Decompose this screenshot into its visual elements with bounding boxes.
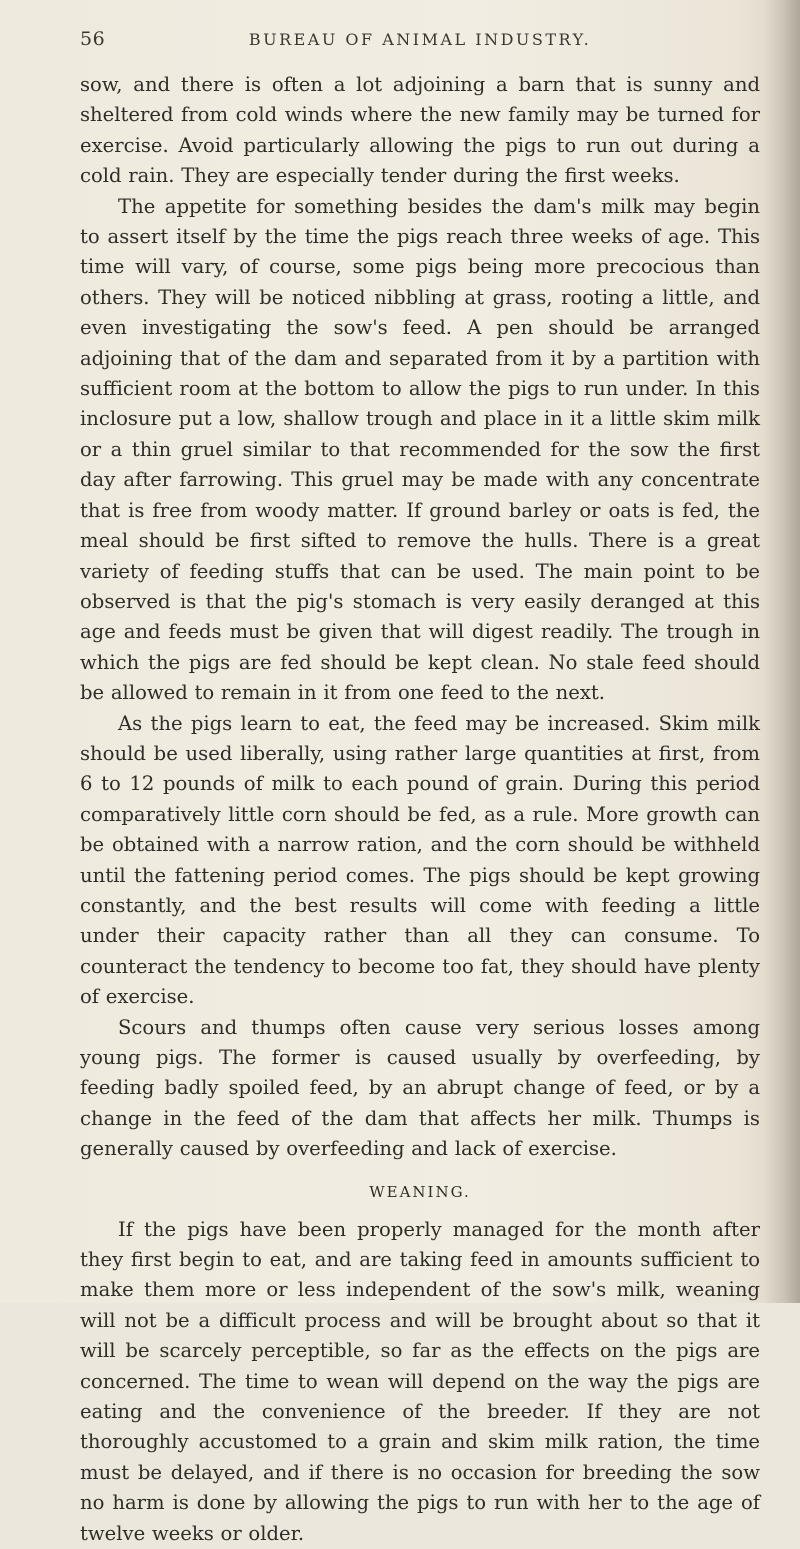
paragraph: The appetite for something besides the dam's milk may begin to assert itself by the time the pigs reach three weeks of age. This time will vary, of course, some pigs being more precocious than others. They will be noticed nibbling at grass, rooting a little, and even investigating the sow's feed. A pen should be arranged adjoining that of the dam and separated from it by a partition with sufficient room at the bottom to allow the pigs to run under. In this inclosure put a low, shallow trough and place in it a little skim milk or a thin gruel similar to that recommended for the sow the first day after farrowing. This gruel may be made with any concentrate that is free from woody matter. If ground barley or oats is fed, the meal should be first sifted to remove the hulls. There is a great variety of feeding stuffs that can be used. The main point to be observed is that the pig's stomach is very easily deranged at this age and feeds must be given that will digest readily. The trough in which the pigs are fed should be kept clean. No stale feed should be allowed to remain in it from one feed to the next. [80,194,760,705]
page-header [80,28,760,58]
page-edge-shadow [764,0,800,1303]
page-number: 56 [80,28,106,50]
paragraph: sow, and there is often a lot adjoining a barn that is sunny and sheltered from cold winds where the new family may be turned for exercise. Avoid particularly allowing the pigs to run out during a cold rain. They are especially tender during the first weeks. [80,73,760,188]
paragraph: As the pigs learn to eat, the feed may be increased. Skim milk should be used liberally, using rather large quantities at first, from 6 to 12 pounds of milk to each pound of grain. During this period comparatively little corn should be fed, as a rule. More growth can be obtained with a narrow ration, and the corn should be withheld until the fattening period comes. The pigs should be kept growing constantly, and the best results will come with feeding a little under their capacity rather than all they can consume. To counteract the tendency to become too fat, they should have plenty of exercise. [80,711,760,1009]
paragraph: Scours and thumps often cause very serious losses among young pigs. The former is caused usually by overfeeding, by feeding badly spoiled feed, by an abrupt change of feed, or by a change in the feed of the dam that affects her milk. Thumps is generally caused by overfeeding and lack of exercise. [80,1015,760,1161]
paragraph: If the pigs have been properly managed for the month after they first begin to eat, and are taking feed in amounts sufficient to make them more or less independent of the sow's milk, weaning will not be a difficult process and will be brought about so that it will be scarcely perceptible, so far as the effects on the pigs are concerned. The time to wean will depend on the way the pigs are eating and the convenience of the breeder. If they are not thoroughly accustomed to a grain and skim milk ration, the time must be delayed, and if there is no occasion for breeding the sow no harm is done by allowing the pigs to run with her to the age of twelve weeks or older. [80,1217,760,1545]
section-heading: WEANING. [369,1182,471,1201]
running-head: BUREAU OF ANIMAL INDUSTRY. [248,30,592,49]
body-text [80,70,760,1549]
